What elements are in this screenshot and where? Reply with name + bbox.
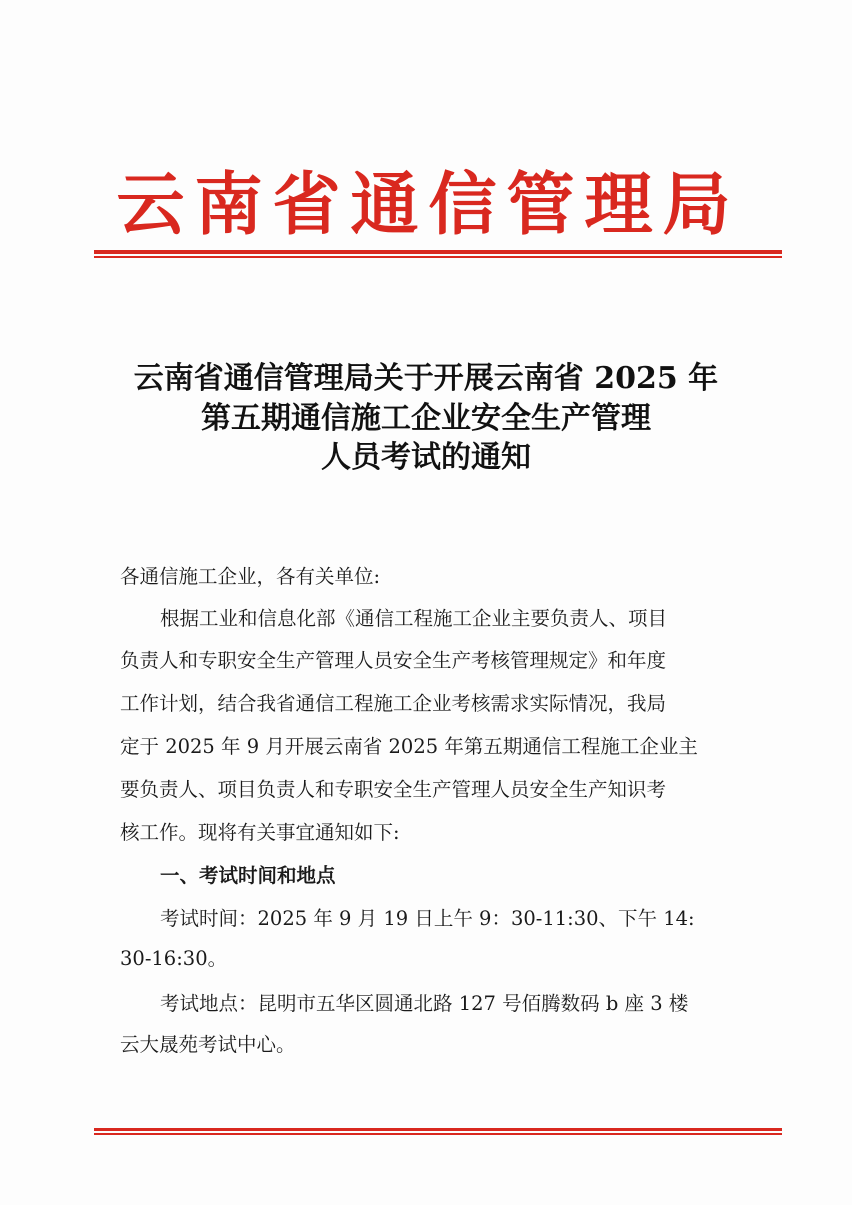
exam-place-line-1: 考试地点：昆明市五华区圆通北路 127 号佰腾数码 b 座 3 楼: [160, 992, 689, 1015]
exam-time-line-2: 30-16:30。: [120, 947, 228, 970]
masthead-rule-thin: [94, 256, 782, 258]
salutation: 各通信施工企业，各有关单位:: [120, 565, 381, 588]
footer-rule-thin: [94, 1133, 782, 1135]
document-title-line-3: 人员考试的通知: [321, 440, 531, 475]
exam-time-line-1: 考试时间：2025 年 9 月 19 日上午 9：30-11:30、下午 14:: [160, 907, 695, 930]
exam-place-line-2: 云大晟苑考试中心。: [120, 1033, 296, 1056]
document-title-line-1: 云南省通信管理局关于开展云南省 2025 年: [133, 361, 719, 396]
paragraph-1-line-6: 核工作。现将有关事宜通知如下:: [120, 821, 400, 844]
masthead-rule-thick: [94, 250, 782, 254]
masthead-title: 云南省通信管理局: [116, 165, 741, 245]
paragraph-1-line-1: 根据工业和信息化部《通信工程施工企业主要负责人、项目: [160, 607, 668, 630]
paragraph-1-line-5: 要负责人、项目负责人和专职安全生产管理人员安全生产知识考: [120, 778, 667, 801]
document-title-line-2: 第五期通信施工企业安全生产管理: [201, 401, 651, 436]
paragraph-1-line-4: 定于 2025 年 9 月开展云南省 2025 年第五期通信工程施工企业主: [120, 735, 698, 758]
section-1-heading: 一、考试时间和地点: [160, 864, 336, 887]
footer-rule-thick: [94, 1128, 782, 1131]
paragraph-1-line-3: 工作计划，结合我省通信工程施工企业考核需求实际情况，我局: [120, 692, 667, 715]
paragraph-1-line-2: 负责人和专职安全生产管理人员安全生产考核管理规定》和年度: [120, 649, 667, 672]
